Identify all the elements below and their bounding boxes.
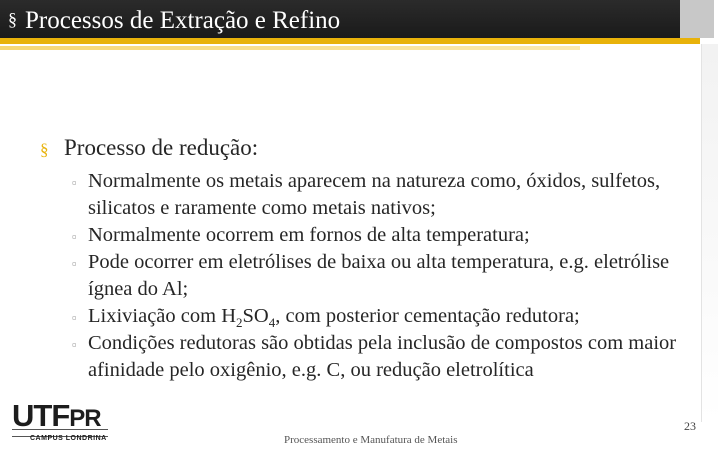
list-item-text: Normalmente os metais aparecem na natureza como, óxidos, sulfetos, silicatos e raramente como metais nativos; (88, 170, 661, 219)
list-item-text: Normalmente ocorrem em fornos de alta temperatura; (88, 224, 530, 246)
list-item (74, 168, 700, 222)
footer-text: Processamento e Manufatura de Metais (284, 434, 458, 446)
page-number: 23 (684, 419, 696, 433)
bullet-list (40, 168, 700, 384)
list-item-text: SO (242, 305, 269, 327)
list-item (74, 330, 700, 384)
section-heading (40, 134, 700, 162)
list-item-text: Lixiviação com H (88, 305, 237, 327)
subscript: 4 (268, 315, 276, 331)
list-item (74, 249, 700, 303)
heading-bullet: § (40, 140, 49, 159)
list-item-text: Condições redutoras são obtidas pela inclusão de compostos com maior afinidade pelo oxigênio, e.g. C, ou redução eletrolítica (88, 332, 677, 381)
slide-title (8, 4, 340, 36)
accent-rule (0, 38, 700, 44)
slide-body (40, 134, 700, 384)
accent-rule-secondary (0, 46, 580, 50)
sub-bullet-icon: ▫ (72, 256, 77, 271)
logo-campus: CAMPUS LONDRINA (30, 435, 107, 442)
list-item-text: Pode ocorrer em eletrólises de baixa ou alta temperatura, e.g. eletrólise ígnea do Al; (88, 251, 670, 300)
list-item (74, 303, 700, 330)
sub-bullet-icon: ▫ (72, 310, 77, 325)
utfpr-logo (12, 400, 112, 444)
subscript: 2 (236, 315, 243, 331)
title-label: Processos de Extração e Refino (25, 7, 341, 34)
title-bar (0, 0, 700, 38)
title-bar-end-cap (680, 0, 714, 38)
heading-text: Processo de redução: (64, 135, 259, 160)
logo-suffix: PR (69, 405, 101, 432)
list-item-text: , com posterior cementação redutora; (275, 305, 580, 327)
sub-bullet-icon: ▫ (72, 229, 77, 244)
sub-bullet-icon: ▫ (72, 175, 77, 190)
title-bullet: § (8, 9, 17, 29)
logo-mark: UTF (12, 398, 70, 433)
list-item (74, 222, 700, 249)
sub-bullet-icon: ▫ (72, 337, 77, 352)
side-decoration (701, 44, 718, 422)
